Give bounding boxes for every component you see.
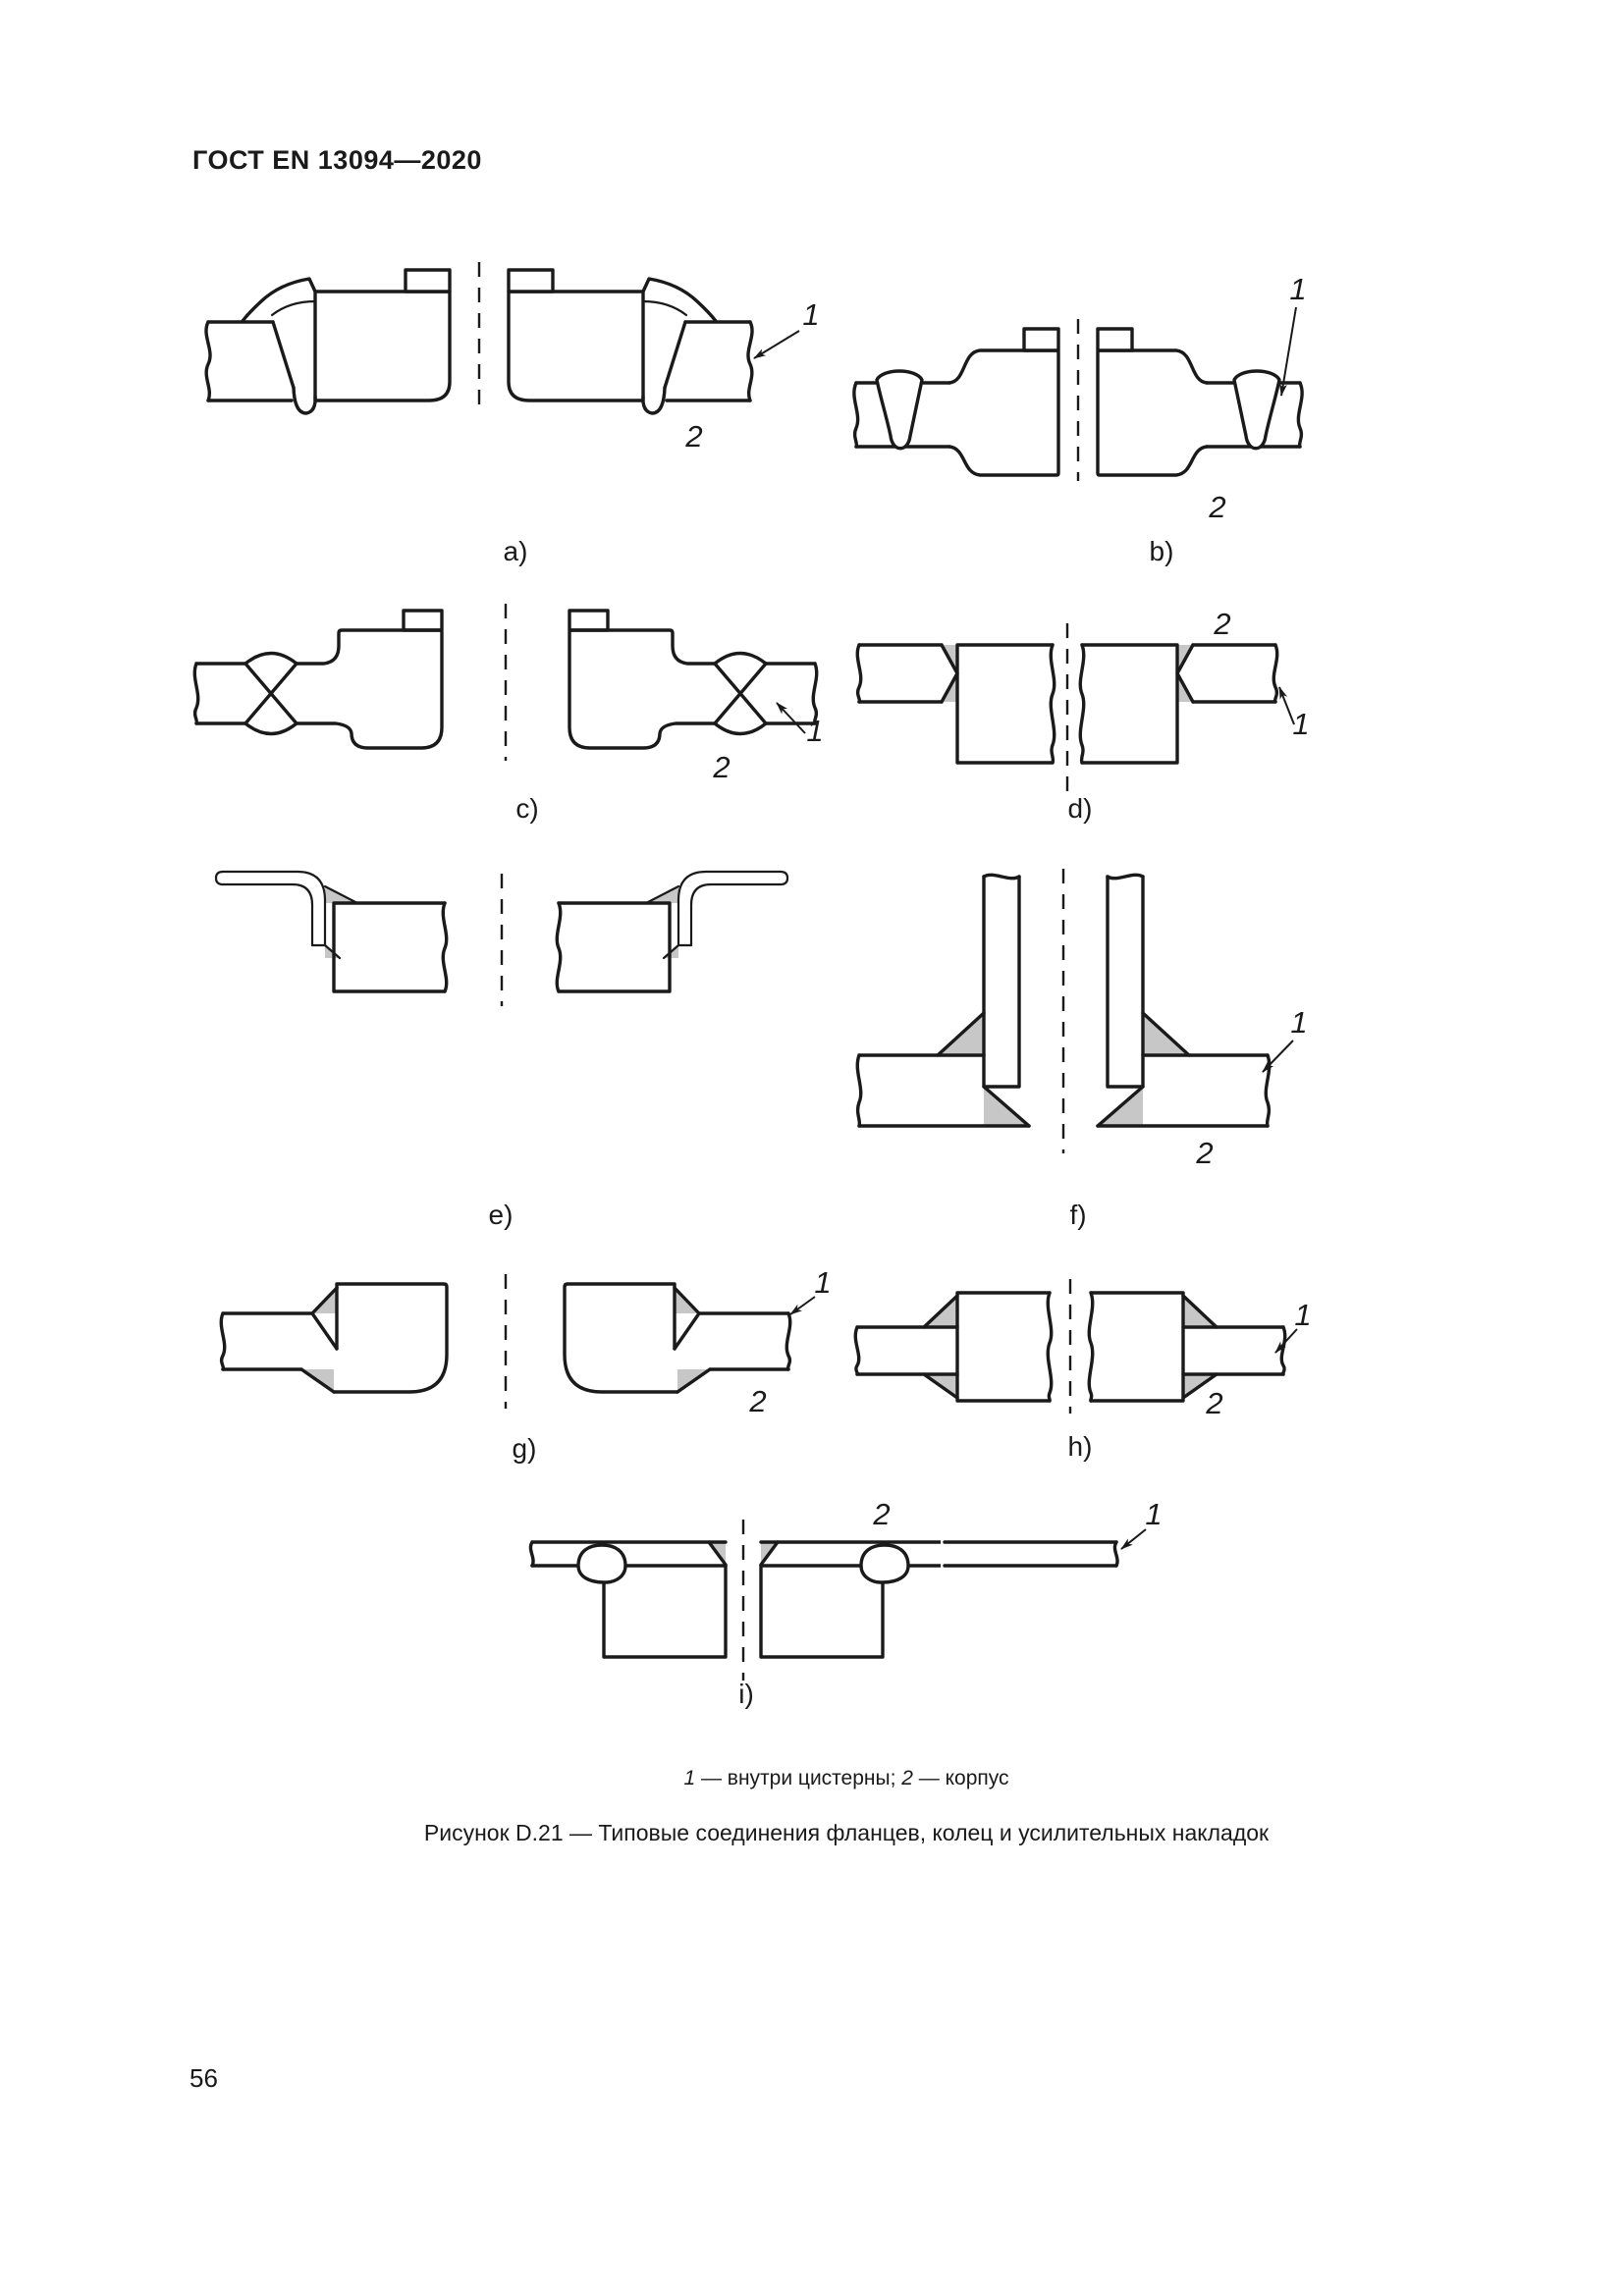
- diagram-d-right-half: [1080, 645, 1276, 763]
- callout-1: 1: [1292, 707, 1310, 741]
- shell-block-outline: [334, 903, 445, 991]
- callout-2: 2: [1209, 490, 1226, 524]
- legend-number-2: 2: [901, 1767, 913, 1789]
- diagram-i-drawing: [520, 1492, 1188, 1688]
- callout-1: 1: [1289, 272, 1307, 306]
- flange-tab: [406, 270, 450, 292]
- diagram-d-label: d): [1067, 793, 1093, 824]
- flange-outline: [949, 350, 1058, 475]
- leader-arrow-1: [790, 1297, 815, 1314]
- diagram-a-drawing: [147, 240, 854, 466]
- callout-2: 2: [1206, 1386, 1223, 1420]
- shell-plate-break-edge: [855, 1327, 858, 1374]
- ring-block-break-edge: [1051, 645, 1054, 763]
- collar-inner-line: [272, 301, 315, 315]
- shell-plate-break-edge: [854, 383, 858, 447]
- weld-bead: [578, 1545, 625, 1582]
- diagram-b-label: b): [1149, 536, 1174, 566]
- collar-outer-line: [223, 872, 325, 945]
- diagram-i-label: i): [738, 1679, 754, 1709]
- callout-1: 1: [1294, 1298, 1312, 1332]
- shell-plate-break-edge: [194, 664, 197, 723]
- diagram-e-left-half: [216, 872, 447, 991]
- legend-text-2: — корпус: [912, 1767, 1009, 1789]
- diagram-h-drawing: [849, 1276, 1517, 1438]
- plate-end-bevel: [312, 1313, 337, 1349]
- diagram-i-right-half: [761, 1542, 956, 1657]
- weld-bead: [877, 371, 922, 449]
- callout-1: 1: [1145, 1497, 1163, 1531]
- leader-arrow-1: [1279, 687, 1294, 724]
- diagram-g-label: g): [512, 1433, 537, 1464]
- callout-2: 2: [873, 1497, 891, 1531]
- callout-1: 1: [814, 1265, 832, 1300]
- diagram-h-right-half: [1089, 1293, 1284, 1401]
- diagram-c-label: c): [515, 793, 539, 824]
- weld-teardrop: [294, 388, 315, 413]
- leader-arrow-1: [1121, 1529, 1146, 1549]
- diagram-e-label: e): [488, 1200, 514, 1230]
- diagram-f-left-half: [857, 875, 1029, 1126]
- diagram-c-right-half: [569, 611, 817, 748]
- leader-arrow-1: [777, 703, 805, 733]
- ring-block-outline: [957, 645, 1053, 763]
- diagram-b-right-half: [1098, 329, 1302, 475]
- callout-2: 2: [685, 419, 703, 454]
- page-title: ГОСТ EN 13094—2020: [192, 145, 482, 175]
- diagram-a-left-half: [206, 270, 450, 413]
- flange-outline: [334, 1284, 447, 1392]
- callout-1: 1: [802, 297, 820, 332]
- legend-text-1: — внутри цистерны;: [695, 1767, 902, 1789]
- x-weld-bottom-cap: [245, 723, 297, 734]
- leader-arrow-1: [754, 331, 799, 358]
- diagram-f-right-half: [1098, 875, 1270, 1126]
- diagram-b-left-half: [854, 329, 1058, 475]
- flange-outline: [315, 292, 450, 400]
- ring-block-break-edge: [1048, 1293, 1051, 1401]
- pad-plate-break-edge: [530, 1542, 533, 1566]
- weld-seam: [273, 322, 294, 388]
- figure-legend: [683, 1767, 1008, 1790]
- ring-plate-outline: [984, 877, 1019, 1087]
- callout-2: 2: [1196, 1136, 1214, 1170]
- page-number: 56: [189, 2063, 218, 2093]
- callout-1: 1: [1290, 1005, 1308, 1040]
- diagram-b-drawing: [844, 260, 1512, 569]
- diagram-f-label: f): [1069, 1200, 1087, 1230]
- diagram-e-drawing: [147, 859, 854, 1011]
- diagram-i-left-half: [530, 1542, 726, 1657]
- collar-outer-line: [243, 279, 315, 321]
- callout-2: 2: [749, 1384, 767, 1418]
- diagram-g-drawing: [147, 1265, 854, 1443]
- diagram-d-drawing: [849, 589, 1517, 829]
- diagram-e-right-half: [557, 872, 787, 991]
- diagram-h-label: h): [1067, 1431, 1093, 1462]
- shell-block-outline: [604, 1566, 726, 1657]
- diagram-f-drawing: [849, 864, 1517, 1173]
- collar-end-cap: [216, 872, 223, 884]
- diagram-g-left-half: [221, 1284, 447, 1392]
- flange-tab: [1024, 329, 1058, 350]
- shell-plate-break-edge: [221, 1313, 224, 1369]
- callout-2: 2: [713, 750, 731, 784]
- x-weld-diagonals: [245, 664, 297, 723]
- figure-caption: Рисунок D.21 — Типовые соединения фланцев, колец и усилительных накладок: [423, 1820, 1270, 1845]
- shell-plate-break-edge: [857, 645, 860, 702]
- diagram-h-left-half: [855, 1293, 1051, 1401]
- legend-number-1: 1: [683, 1767, 696, 1789]
- x-weld-top-cap: [245, 654, 297, 665]
- diagram-a-right-half: [509, 270, 752, 413]
- diagram-a-label: a): [503, 536, 528, 566]
- ring-plate-break-edge: [984, 875, 1019, 878]
- ring-block-outline: [957, 1293, 1050, 1401]
- shell-block-break-edge: [443, 903, 446, 991]
- callout-1: 1: [806, 714, 824, 748]
- collar-inner-line: [223, 884, 312, 945]
- flange-tab: [404, 611, 442, 630]
- diagram-c-left-half: [194, 611, 442, 748]
- shell-plate-break-edge: [206, 322, 210, 400]
- diagram-g-right-half: [565, 1284, 790, 1392]
- diagram-c-drawing: [147, 589, 854, 820]
- diagram-d-left-half: [857, 645, 1054, 763]
- flange-outline: [297, 630, 442, 748]
- plate-extension-mask: [941, 1540, 1123, 1568]
- shell-plate-break-edge: [857, 1055, 860, 1126]
- callout-2: 2: [1214, 607, 1231, 641]
